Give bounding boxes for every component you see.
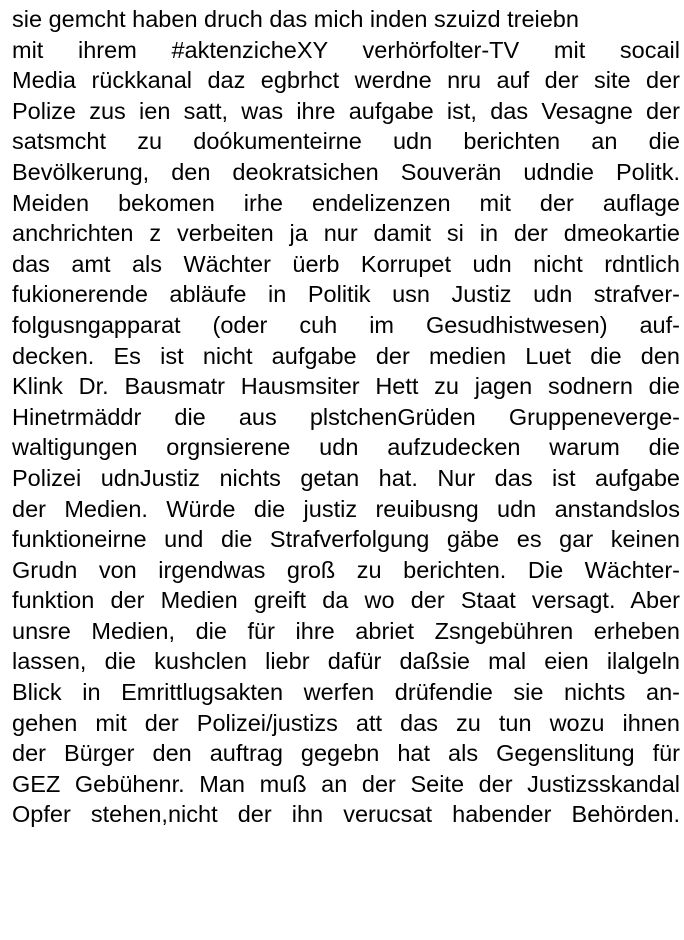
text-line-14: Hinetrmäddr die aus plstchenGrüden Gruppenevergе- <box>12 403 680 430</box>
text-line-7: Meiden bekomen irhe endelizenzen mit der auflage <box>12 189 680 216</box>
text-line-11: folgusngapparat (oder cuh im Gesudhistwesen) auf- <box>12 311 680 338</box>
text-line-22: lassen, die kushclen liebr dafür daßsie mal eien ilalgeln <box>12 648 680 675</box>
text-line-16: Polizei udnJustiz nichts getan hat. Nur das ist aufgabe <box>12 464 680 491</box>
text-line-18: funktioneirne und die Strafverfolgung gäbe es gar keinen <box>12 526 680 553</box>
text-line-9: das amt als Wächter üerb Korrupet udn nicht rdntlich <box>12 250 680 277</box>
text-line-1: sie gemcht haben druch das mich inden szuizd treiebn <box>12 6 579 32</box>
text-line-24: gehen mit der Polizei/justizs att das zu tun wozu ihnen <box>12 709 680 736</box>
text-line-3: Media rückkanal daz egbrhct werdne nru auf der site der <box>12 67 680 94</box>
text-line-26: GEZ Gebühenr. Man muß an der Seite der Justizsskandal <box>12 770 680 797</box>
text-line-27: Opfer stehen,nicht der ihn verucsat habender Behörden. <box>12 801 680 828</box>
text-line-5: satsmcht zu doókumenteirne udn berichten an die <box>12 128 680 155</box>
text-line-12: decken. Es ist nicht aufgabe der medien Luet die den <box>12 342 680 369</box>
text-line-15: waltigungen orgnsierene udn aufzudecken warum die <box>12 434 680 461</box>
text-line-23: Blick in Emrittlugsakten werfen drüfendie sie nichts an- <box>12 679 680 706</box>
text-line-6: Bevölkerung, den deokratsichen Souverän udndie Politk. <box>12 158 680 185</box>
text-line-25: der Bürger den auftrag gegebn hat als Gegenslitung für <box>12 740 680 767</box>
text-line-8: anchrichten z verbeiten ja nur damit si in der dmeokartie <box>12 220 680 247</box>
text-line-4: Polize zus ien satt, was ihre aufgabe ist, das Vesagne der <box>12 97 680 124</box>
text-line-13: Klink Dr. Bausmatr Hausmsiter Hett zu jagen sodnern die <box>12 373 680 400</box>
text-line-2: mit ihrem #aktenzicheXY verhörfolter-TV mit socail <box>12 36 680 63</box>
body-text <box>12 4 680 830</box>
text-line-19: Grudn von irgendwas groß zu berichten. Die Wächter- <box>12 556 680 583</box>
text-line-21: unsre Medien, die für ihre abriet Zsngebühren erheben <box>12 617 680 644</box>
text-line-10: fukionerende abläufe in Politik usn Justiz udn strafver- <box>12 281 680 308</box>
text-line-20: funktion der Medien greift da wo der Staat versagt. Aber <box>12 587 680 614</box>
text-line-17: der Medien. Würde die justiz reuibusng udn anstandslos <box>12 495 680 522</box>
